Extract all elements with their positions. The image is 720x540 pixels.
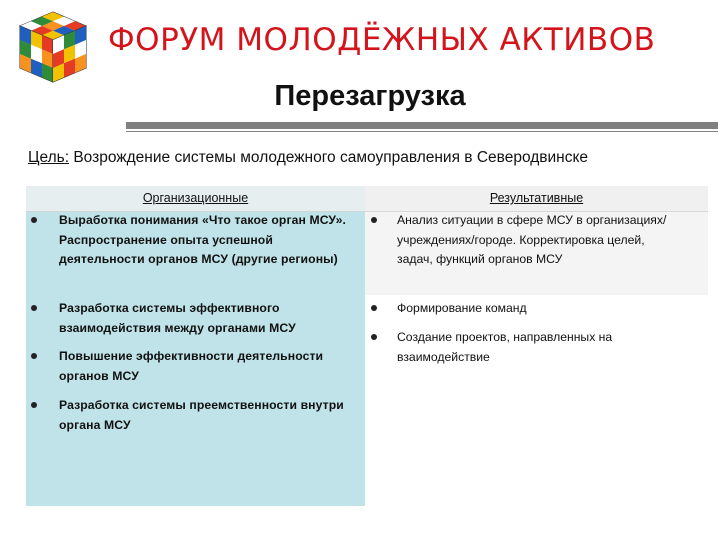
bullet-icon — [31, 353, 37, 359]
list-item — [59, 396, 349, 435]
list-item-text: Анализ ситуации в сфере МСУ в организациях/учреждениях/городе. Корректировка целей, задач, функций органов МСУ — [397, 213, 667, 266]
list-item-text: Выработка понимания «Что такое орган МСУ». Распространение опыта успешной деятельности органов МСУ (другие регионы) — [59, 213, 347, 266]
page-title: ФОРУМ МОЛОДЁЖНЫХ АКТИВОВ — [108, 22, 656, 58]
bullet-icon — [31, 402, 37, 408]
list-item — [59, 299, 349, 338]
header-divider — [126, 122, 718, 129]
list-item-text: Разработка системы эффективного взаимодействия между органами МСУ — [59, 301, 296, 335]
goal-label: Цель: — [28, 149, 69, 166]
bullet-icon — [31, 217, 37, 223]
list-item-text: Разработка системы преемственности внутри органа МСУ — [59, 398, 344, 432]
list-item — [397, 211, 667, 270]
organizational-heading: Организационные — [26, 186, 365, 212]
list-item — [59, 211, 359, 270]
header-divider-thin — [126, 131, 718, 132]
list-item — [397, 328, 667, 367]
list-item-text: Создание проектов, направленных на взаимодействие — [397, 330, 613, 364]
bullet-icon — [371, 334, 377, 340]
list-item — [397, 299, 667, 319]
list-item — [59, 347, 364, 386]
results-heading: Результативные — [365, 186, 708, 212]
page-subtitle: Перезагрузка — [274, 80, 466, 112]
rubiks-cube-icon — [14, 8, 92, 86]
list-item-text: Повышение эффективности деятельности органов МСУ — [59, 349, 324, 383]
bullet-icon — [371, 217, 377, 223]
bullet-icon — [31, 305, 37, 311]
goal-statement — [28, 149, 588, 167]
list-item-text: Формирование команд — [397, 301, 527, 315]
bullet-icon — [371, 305, 377, 311]
goal-text: Возрождение системы молодежного самоуправления в Северодвинске — [73, 149, 589, 166]
